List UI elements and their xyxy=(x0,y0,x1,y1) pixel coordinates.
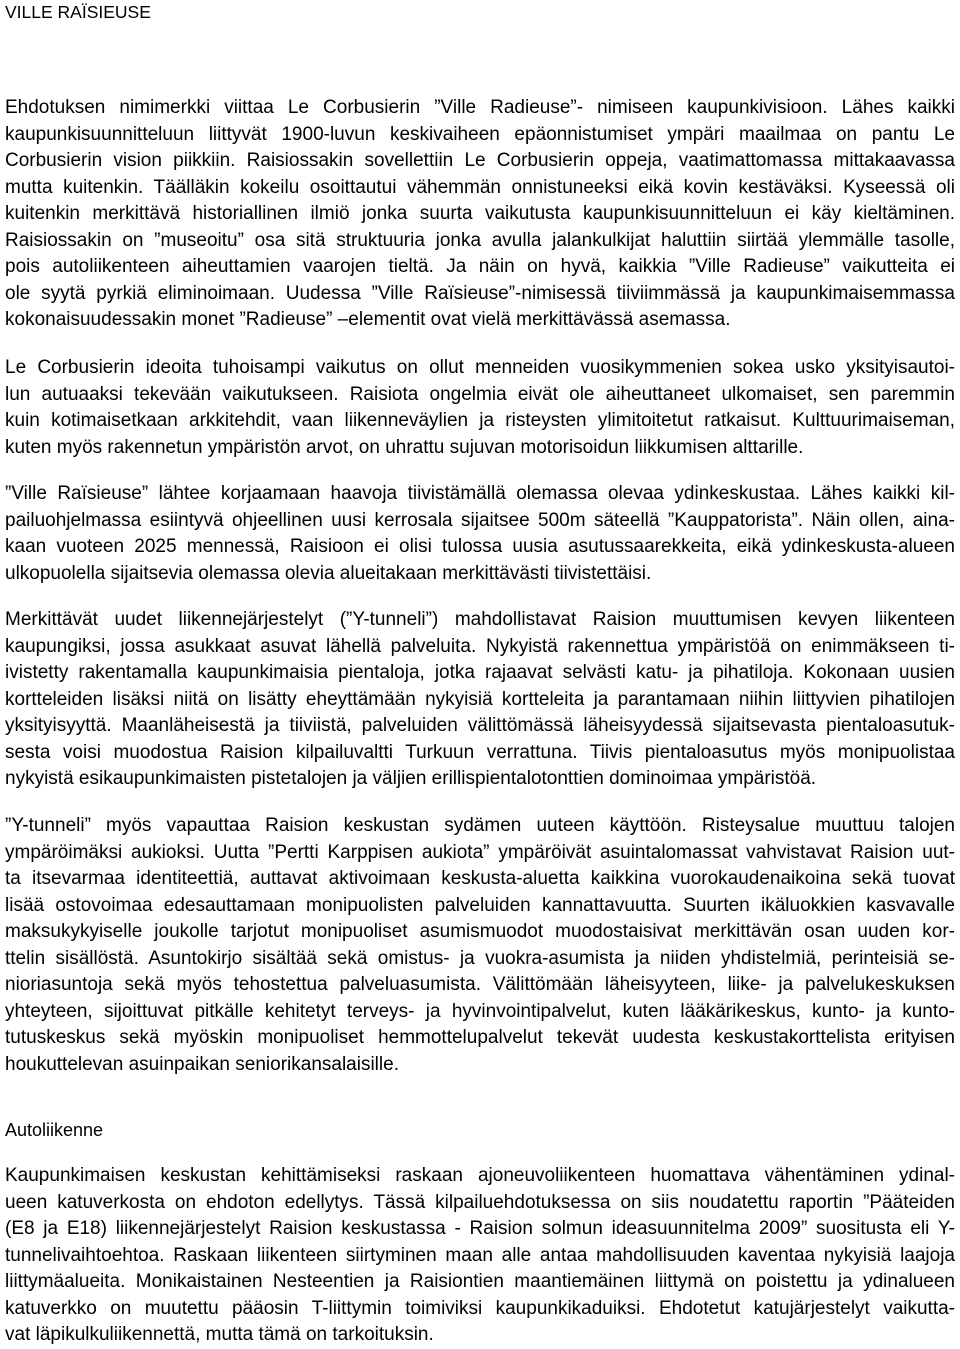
paragraph-line: pailuohjelmassa esiintyvä ohjeellinen uusi kerrosala sijaitsee 500m säteellä ”Kauppatorista”. Näin ollen, aina- xyxy=(5,509,955,531)
paragraph-line: (E8 ja E18) liikennejärjestelyt Raision keskustassa - Raision solmun ideasuunnitelma 2009” suositusta eli Y- xyxy=(5,1218,955,1239)
paragraph-line: Corbusierin vision piikkiin. Raisiossakin sovellettiin Le Corbusierin oppeja, vaatimattomassa mittakaavassa xyxy=(5,150,955,171)
paragraph-5 xyxy=(5,813,955,1078)
paragraph-line: nioriasuntoja sekä myös tehostettua palveluasumista. Välittömään läheisyyteen, liike- ja palvelukeskuksen xyxy=(5,974,955,995)
paragraph-line: kuten myös rakennetun ympäristön arvot, on uhrattu sujuvan motorisoidun liikkumisen alttarille. xyxy=(5,436,804,458)
paragraph-line: ttelin sisällöstä. Asuntokirjo sisältää sekä omistus- ja vuokra-asumista ja niiden yhdistelmiä, perinteisiä se- xyxy=(5,947,955,969)
paragraph-line: kaan vuoteen 2025 mennessä, Raisioon ei olisi tulossa uusia asutussaarekkeita, eikä ydinkeskusta-alueen xyxy=(5,536,955,557)
paragraph-line: lun autuaaksi tekevään vaikutukseen. Raisiota ongelmia eivät ole aiheuttaneet ulkomaiset, sen paremmin xyxy=(5,383,955,405)
paragraph-line: ole syytä pyrkiä eliminoimaan. Uudessa ”Ville Raïsieuse”-nimisessä tiiviimmässä ja kaupunkimaisemmassa xyxy=(5,282,955,304)
paragraph-line: Raisiossakin on ”museoitu” osa sitä struktuuria jonka avulla jalankulkijat haluttiin siirtää ylemmälle tasolle, xyxy=(5,229,955,251)
paragraph-line: houkuttelevan asuinpaikan seniorikansalaisille. xyxy=(5,1053,399,1075)
paragraph-line: ivistetty rakentamalla kaupunkimaisia pientaloja, jotka rajaavat selvästi katu- ja pihatiloja. Kokonaan uusien xyxy=(5,662,955,683)
paragraph-line: kaupunkisuunnitteluun liittyvät 1900-luvun keskivaiheen epäonnistumiset ympäri maailmaa on pantu Le xyxy=(5,123,955,145)
paragraph-line: Merkittävät uudet liikennejärjestelyt (”Y-tunneli”) mahdollistavat Raision muuttumisen kevyen liikenteen xyxy=(5,609,955,630)
paragraph-2 xyxy=(5,355,955,461)
paragraph-line: mutta kuitenkin. Täälläkin kokeilu osoittautui vähemmän onnistuneeksi eikä kovin kestäväksi. Kyseessä oli xyxy=(5,176,955,198)
paragraph-line: kuitenkin merkittävä historiallinen ilmiö jonka suurta vaikutusta kaupunkisuunnitteluun ei käy kieltäminen. xyxy=(5,203,955,224)
paragraph-line: ”Y-tunneli” myös vapauttaa Raision keskustan sydämen uuteen käyttöön. Risteysalue muuttuu talojen xyxy=(5,815,955,836)
paragraph-line: kokonaisuudessakin monet ”Radieuse” –elementit ovat vielä merkittävässä asemassa. xyxy=(5,309,731,330)
paragraph-line: maksukykyiselle joukolle tarjotut monipuoliset asumismuodot muodostaisivat merkittävän osan uuden kor- xyxy=(5,921,955,942)
paragraph-line: Ehdotuksen nimimerkki viittaa Le Corbusierin ”Ville Radieuse”- nimiseen kaupunkivisioon. Lähes kaikki xyxy=(5,97,955,118)
paragraph-line: yksityisyyttä. Maanläheisestä ja tiiviistä, palveluiden välittömässä läheisyydessä sijaitsevasta pientaloasutuk- xyxy=(5,715,955,736)
document-title: VILLE RAÏSIEUSE xyxy=(5,2,151,22)
section-paragraph-1 xyxy=(5,1163,955,1349)
paragraph-line: vat läpikulkuliikennettä, mutta tämä on tarkoituksin. xyxy=(5,1324,434,1345)
paragraph-line: lisää ostovoimaa edesauttamaan monipuolisten palveluiden kannattavuutta. Suurten ikäluokkien kasvavalle xyxy=(5,894,955,916)
paragraph-line: Le Corbusierin ideoita tuhoisampi vaikutus on ollut menneiden vuosikymmenien sokea usko yksityisautoi- xyxy=(5,357,955,378)
paragraph-line: tunnelivaihtoehtoa. Raskaan liikenteen siirtyminen maan alle antaa mahdollisuuden kaventaa nykyisiä laajoja xyxy=(5,1244,955,1266)
paragraph-line: ulkopuolella sijaitsevia olemassa olevia alueitakaan merkittävästi tiivistettäisi. xyxy=(5,562,652,584)
paragraph-line: sesta voisi muodostua Raision kilpailuvaltti Turkuun verrattuna. Tiivis pientaloasutus myös monipuolistaa xyxy=(5,741,955,763)
paragraph-3 xyxy=(5,481,955,587)
paragraph-line: liittymäalueita. Monikaistainen Nesteentien ja Raisiontien maantiemäinen liittymä on poistettu ja ydinalueen xyxy=(5,1271,955,1292)
paragraph-line: kortteleiden lisäksi niitä on lisätty eheyttämään nykyisiä kortteleita ja parantamaan niihin liittyvien pihatilojen xyxy=(5,688,955,710)
paragraph-line: kuin kotimaisetkaan arkkitehdit, vaan liikenneväylien ja risteysten ylimitoitetut ratkaisut. Kulttuurimaiseman, xyxy=(5,410,955,431)
paragraph-line: pois autoliikenteen aiheuttamien vaarojen tieltä. Ja näin on hyvä, kaikkia ”Ville Radieuse” vaikutteita ei xyxy=(5,256,955,277)
paragraph-line: katuverkko on muutettu pääosin T-liittymin toimiviksi kaupunkikaduiksi. Ehdotetut katujärjestelyt vaikutta- xyxy=(5,1297,955,1319)
paragraph-line: kaupungiksi, jossa asukkaat asuvat lähellä palveluita. Nykyistä rakennettua ympäristöä on enimmäkseen ti- xyxy=(5,635,955,657)
paragraph-1 xyxy=(5,95,955,334)
paragraph-line: Kaupunkimaisen keskustan kehittämiseksi raskaan ajoneuvoliikenteen huomattava vähentäminen ydinal- xyxy=(5,1165,955,1186)
section-heading: Autoliikenne xyxy=(5,1120,104,1140)
paragraph-line: yhteyteen, sijoittuvat pitkälle kehitetyt terveys- ja hyvinvointipalvelut, kuten lääkärikeskus, kunto- ja kunto- xyxy=(5,1000,955,1022)
paragraph-line: ta itsevarmaa identiteettiä, auttavat aktivoimaan keskusta-aluetta kaikkina vuorokaudenaikoina sekä tuovat xyxy=(5,868,955,889)
paragraph-line: ueen katuverkosta on ehdoton edellytys. Tässä kilpailuehdotuksessa on siis noudatettu raportin ”Pääteiden xyxy=(5,1191,955,1213)
paragraph-line: ympäröimäksi aukioksi. Uutta ”Pertti Karppisen aukiota” ympäröivät asuintalomassat vahvistavat Raision uut- xyxy=(5,841,955,863)
paragraph-4 xyxy=(5,607,955,793)
paragraph-line: nykyistä esikaupunkimaisten pistetalojen ja väljien erillispientalotonttien dominoimaa ympäristöä. xyxy=(5,768,817,789)
paragraph-line: ”Ville Raïsieuse” lähtee korjaamaan haavoja tiivistämällä olemassa olevaa ydinkeskustaa. Lähes kaikki kil- xyxy=(5,483,955,504)
paragraph-line: tutuskeskus sekä myöskin monipuoliset hemmottelupalvelut tekevät uudesta keskustakorttelista erityisen xyxy=(5,1027,955,1048)
